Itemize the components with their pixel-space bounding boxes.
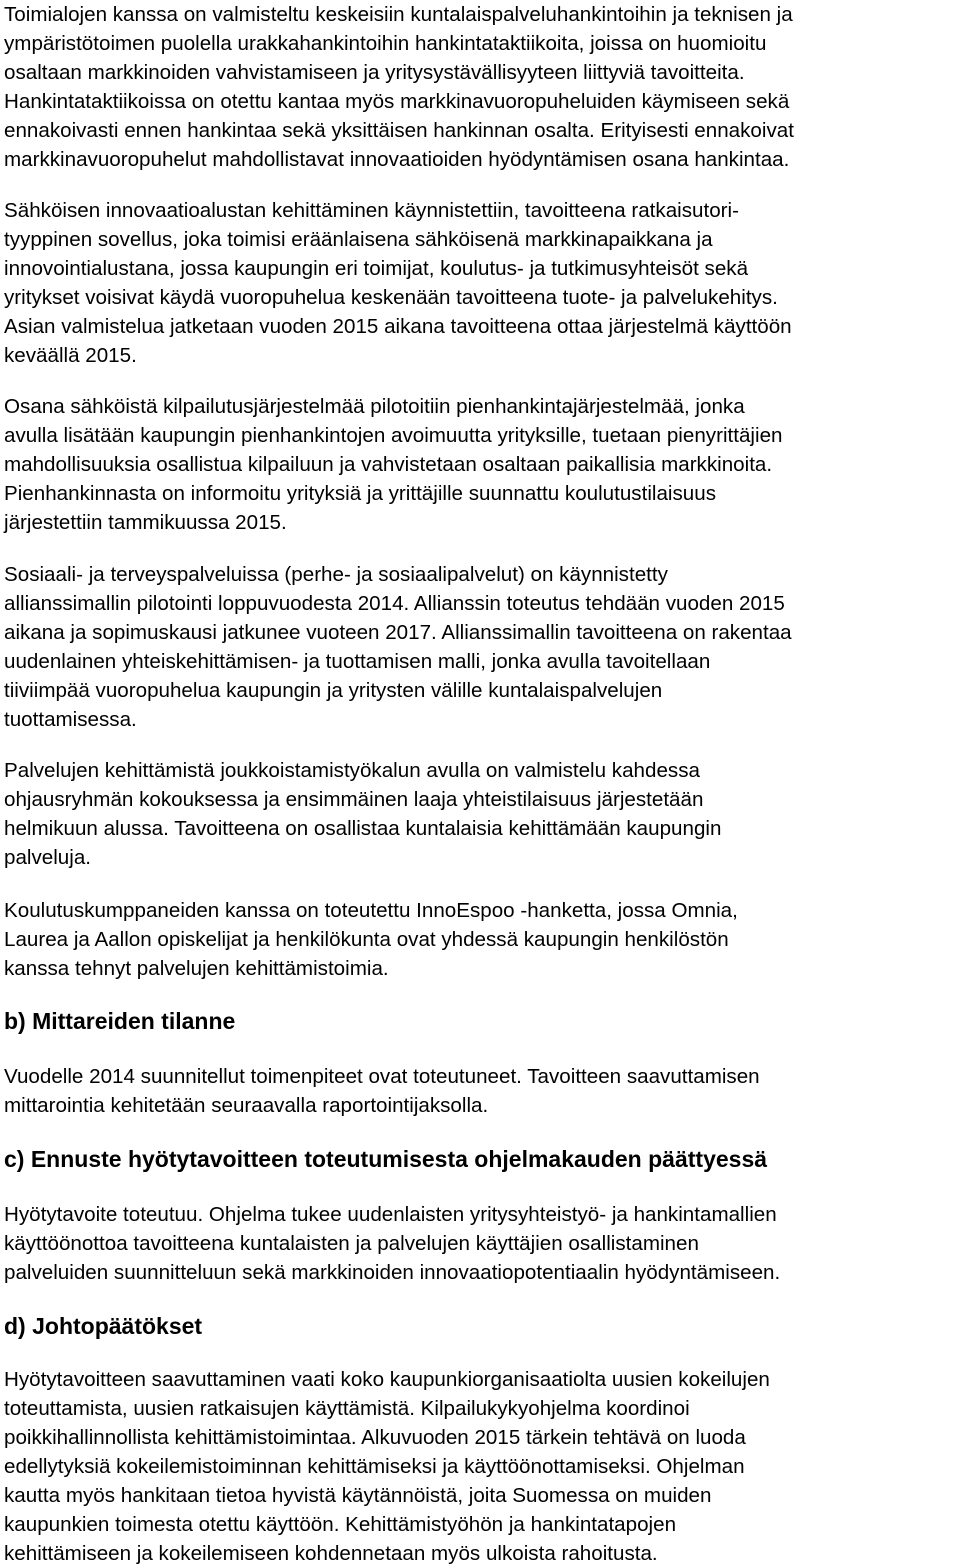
paragraph-2-line-5: Asian valmistelua jatketaan vuoden 2015 aikana tavoitteena ottaa järjestelmä käyttöön <box>4 315 792 338</box>
section-c-line-3: palveluiden suunnitteluun sekä markkinoiden innovaatiopotentiaalin hyödyntämiseen. <box>4 1261 781 1284</box>
paragraph-4-line-3: aikana ja sopimuskausi jatkunee vuoteen 2017. Allianssimallin tavoitteena on rakentaa <box>4 621 792 644</box>
section-d-line-3: poikkihallinnollista kehittämistoimintaa. Alkuvuoden 2015 tärkein tehtävä on luoda <box>4 1426 746 1449</box>
paragraph-2-line-4: yritykset voisivat käydä vuoropuhelua keskenään tavoitteena tuote- ja palvelukehitys. <box>4 286 778 309</box>
paragraph-3-line-2: avulla lisätään kaupungin pienhankintojen avoimuutta yrityksille, tuetaan pienyrittäjien <box>4 424 783 447</box>
paragraph-5-line-2: ohjausryhmän kokouksessa ja ensimmäinen laaja yhteistilaisuus järjestetään <box>4 788 704 811</box>
paragraph-1-line-4: Hankintataktiikoissa on otettu kantaa myös markkinavuoropuheluiden käymiseen sekä <box>4 90 790 113</box>
section-d-line-7: kehittämiseen ja kokeilemiseen kohdennetaan myös ulkoista rahoitusta. <box>4 1542 658 1565</box>
paragraph-5-line-1: Palvelujen kehittämistä joukkoistamistyökalun avulla on valmistelu kahdessa <box>4 759 700 782</box>
paragraph-1-line-5: ennakoivasti ennen hankintaa sekä yksittäisen hankinnan osalta. Erityisesti ennakoivat <box>4 119 794 142</box>
section-d-line-1: Hyötytavoitteen saavuttaminen vaati koko kaupunkiorganisaatiolta uusien kokeilujen <box>4 1368 770 1391</box>
paragraph-4-line-5: tiiviimpää vuoropuhelua kaupungin ja yritysten välille kuntalaispalvelujen <box>4 679 663 702</box>
paragraph-3-line-1: Osana sähköistä kilpailutusjärjestelmää pilotoitiin pienhankintajärjestelmää, jonka <box>4 395 745 418</box>
section-b-heading: b) Mittareiden tilanne <box>4 1008 236 1034</box>
paragraph-2-line-3: innovointialustana, jossa kaupungin eri toimijat, koulutus- ja tutkimusyhteisöt sekä <box>4 257 749 280</box>
paragraph-6-line-1: Koulutuskumppaneiden kanssa on toteutettu InnoEspoo -hanketta, jossa Omnia, <box>4 899 738 922</box>
paragraph-1-line-1: Toimialojen kanssa on valmisteltu keskeisiin kuntalaispalveluhankintoihin ja teknisen ja <box>4 3 793 26</box>
paragraph-3-line-5: järjestettiin tammikuussa 2015. <box>4 511 287 534</box>
section-b-line-2: mittarointia kehitetään seuraavalla raportointijaksolla. <box>4 1094 489 1117</box>
section-d-line-5: kautta myös hankitaan tietoa hyvistä käytännöistä, joita Suomessa on muiden <box>4 1484 712 1507</box>
section-d-line-2: toteuttamista, uusien ratkaisujen käyttämistä. Kilpailukykyohjelma koordinoi <box>4 1397 690 1420</box>
section-d-line-6: kaupunkien toimesta otettu käyttöön. Kehittämistyöhön ja hankintatapojen <box>4 1513 677 1536</box>
paragraph-4-line-2: allianssimallin pilotointi loppuvuodesta 2014. Allianssin toteutus tehdään vuoden 2015 <box>4 592 785 615</box>
paragraph-3-line-3: mahdollisuuksia osallistua kilpailuun ja vahvistetaan osaltaan paikallisia markkinoita. <box>4 453 773 476</box>
paragraph-4-line-4: uudenlainen yhteiskehittämisen- ja tuottamisen malli, jonka avulla tavoitellaan <box>4 650 711 673</box>
section-c-line-1: Hyötytavoite toteutuu. Ohjelma tukee uudenlaisten yritysyhteistyö- ja hankintamallien <box>4 1203 777 1226</box>
paragraph-2-line-2: tyyppinen sovellus, joka toimisi eräänlaisena sähköisenä markkinapaikkana ja <box>4 228 713 251</box>
paragraph-3-line-4: Pienhankinnasta on informoitu yrityksiä ja yrittäjille suunnattu koulutustilaisuus <box>4 482 717 505</box>
paragraph-4-line-1: Sosiaali- ja terveyspalveluissa (perhe- ja sosiaalipalvelut) on käynnistetty <box>4 563 668 586</box>
paragraph-6-line-3: kanssa tehnyt palvelujen kehittämistoimia. <box>4 957 389 980</box>
section-d-heading: d) Johtopäätökset <box>4 1313 203 1339</box>
paragraph-5-line-4: palveluja. <box>4 846 92 869</box>
section-c-line-2: käyttöönottoa tavoitteena kuntalaisten ja palvelujen käyttäjien osallistaminen <box>4 1232 699 1255</box>
paragraph-1-line-3: osaltaan markkinoiden vahvistamiseen ja yritysystävällisyyteen liittyviä tavoitteita. <box>4 61 745 84</box>
section-c-heading: c) Ennuste hyötytavoitteen toteutumisesta ohjelmakauden päättyessä <box>4 1146 768 1172</box>
paragraph-2-line-1: Sähköisen innovaatioalustan kehittäminen käynnistettiin, tavoitteena ratkaisutori- <box>4 199 739 222</box>
paragraph-1-line-6: markkinavuoropuhelut mahdollistavat innovaatioiden hyödyntämisen osana hankintaa. <box>4 148 790 171</box>
paragraph-1-line-2: ympäristötoimen puolella urakkahankintoihin hankintataktiikoita, joissa on huomioitu <box>4 32 767 55</box>
section-d-line-4: edellytyksiä kokeilemistoiminnan kehittämiseksi ja käyttöönottamiseksi. Ohjelman <box>4 1455 745 1478</box>
paragraph-6-line-2: Laurea ja Aallon opiskelijat ja henkilökunta ovat yhdessä kaupungin henkilöstön <box>4 928 729 951</box>
paragraph-4-line-6: tuottamisessa. <box>4 708 137 731</box>
section-b-line-1: Vuodelle 2014 suunnitellut toimenpiteet ovat toteutuneet. Tavoitteen saavuttamisen <box>4 1065 760 1088</box>
paragraph-5-line-3: helmikuun alussa. Tavoitteena on osallistaa kuntalaisia kehittämään kaupungin <box>4 817 722 840</box>
paragraph-2-line-6: keväällä 2015. <box>4 344 137 367</box>
